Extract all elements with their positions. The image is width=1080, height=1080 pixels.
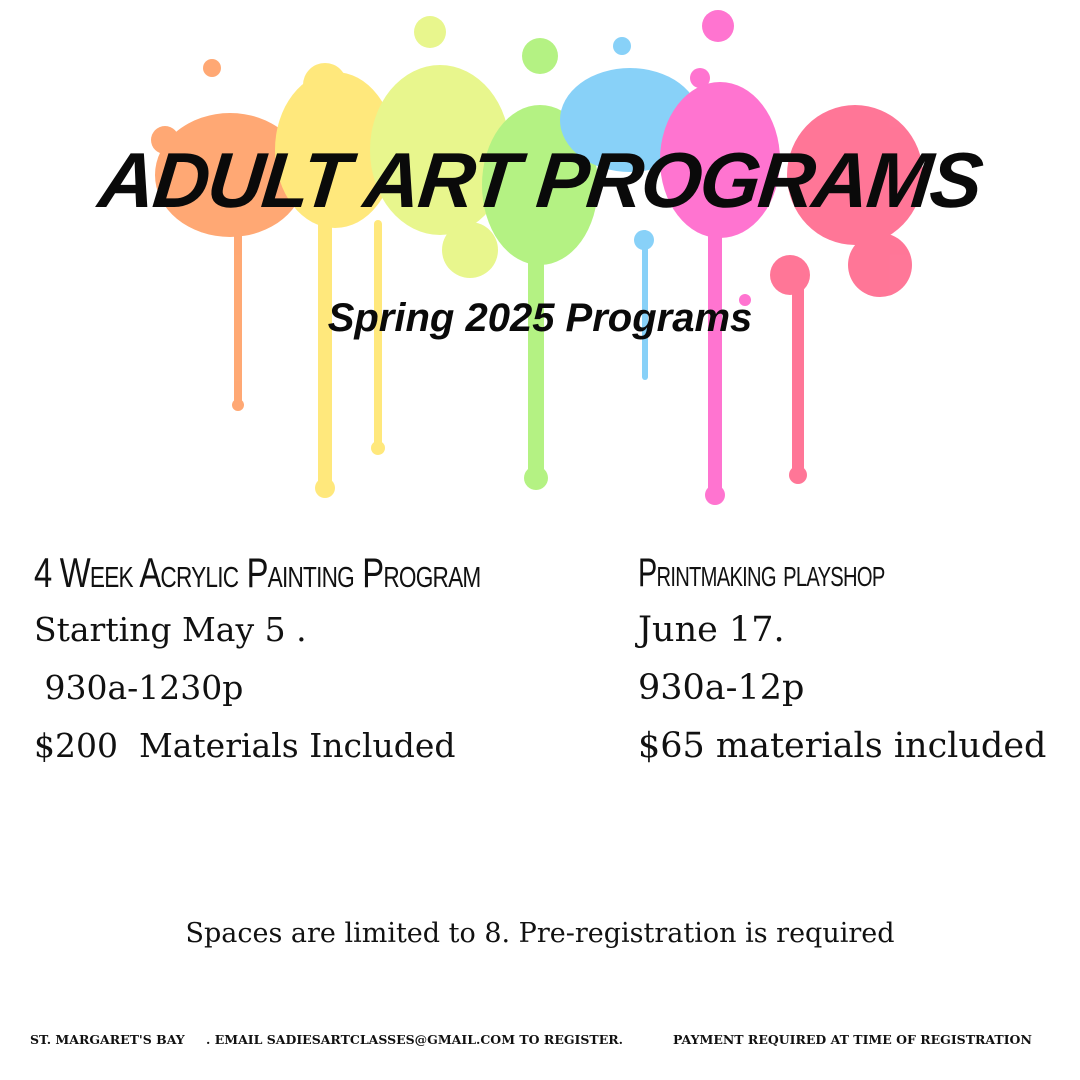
program-start: June 17.	[638, 610, 785, 650]
registration-note: Spaces are limited to 8. Pre-registration is required	[185, 918, 895, 949]
footer-email: . EMAIL SADIESARTCLASSES@GMAIL.COM TO REGISTER.	[206, 1032, 623, 1047]
footer-location: ST. MARGARET'S BAY	[30, 1032, 185, 1047]
program-time: 930a-12p	[638, 668, 805, 708]
orange-splash	[151, 59, 305, 411]
program-name: 4 Week Acrylic Painting Program	[34, 549, 481, 596]
footer-payment: PAYMENT REQUIRED AT TIME OF REGISTRATION	[673, 1032, 1032, 1047]
page-subtitle: Spring 2025 Programs	[327, 296, 753, 340]
program-name: Printmaking playshop	[638, 551, 885, 595]
program-price: $200 Materials Included	[34, 726, 456, 765]
program-time: 930a-1230p	[34, 668, 244, 707]
paint-splash-art	[0, 0, 1080, 520]
page-title: ADULT ART PROGRAMS	[94, 136, 986, 224]
program-start: Starting May 5 .	[34, 610, 307, 649]
program-acrylic-painting	[34, 545, 594, 775]
program-printmaking	[638, 545, 1078, 775]
program-price: $65 materials included	[638, 726, 1047, 766]
